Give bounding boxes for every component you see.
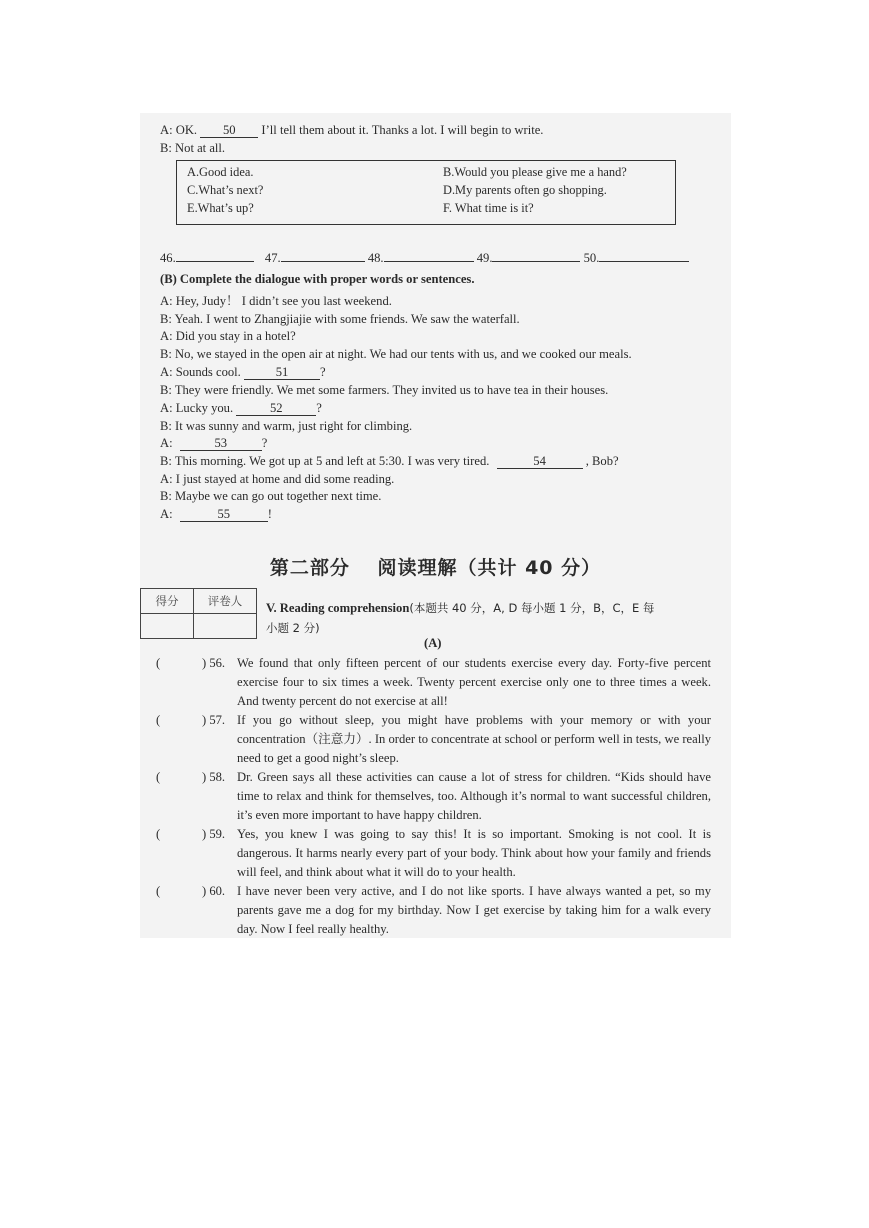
answer-label-50: 50. — [583, 251, 600, 265]
dialogue-line: B: Maybe we can go out together next time. — [160, 489, 382, 503]
blank-54: 54 — [497, 454, 583, 469]
options-box — [176, 160, 676, 225]
grader-cell — [194, 614, 257, 639]
answer-blank — [599, 249, 689, 262]
answer-blank — [281, 249, 365, 262]
option-a: A.Good idea. — [187, 165, 254, 179]
answer-blanks-row — [160, 249, 689, 267]
dialogue-line: B: No, we stayed in the open air at night. We had our tents with us, and we cooked our meals. — [160, 347, 632, 361]
score-label: 得分 — [141, 589, 194, 614]
score-cell — [141, 614, 194, 639]
grader-label: 评卷人 — [194, 589, 257, 614]
option-b: B.Would you please give me a hand? — [443, 165, 627, 179]
part-b-title: (B) Complete the dialogue with proper words or sentences. — [160, 272, 475, 286]
scanned-exam-page: A: OK. 50 I’ll tell them about it. Thanks a lot. I will begin to write. B: Not at all. A.Good idea. B.Would you please give me a hand? C.What’s next? D.My parents often go shopping. E.What’s up? F. What time is it? 46. 47. 48. 49. 50. (B) Complete the dialogue with proper words or sentences. A: Hey, Judy！ I didn’t see you last weekend. B: Yeah. I went to Zhangjiajie with some friends. We saw the waterfall. A: Did you stay in a hotel? B: No, we stayed in the open air at night. We had our tents with us, and we cooked our meals. A: Sounds cool. 51 ? B: They were friendly. We met some farmers. They invited us to have tea in their houses. A: Lucky you. 52 ? B: It was sunny and warm, just right for climbing. A: 53 ? B: This morning. We got up at 5 and left at 5:30. I was very tired. 54 , Bob? A: I just stayed at home and did some reading. B: Maybe we can go out together next time. A: 55 ! 第二部分 阅读理解（共计 40 分） 得分 评卷人 V. Reading comprehension(本题共 40 分，A, D 每小题 1 分，B，C，E 每 小题 2 分) (A) ( ) 56. We found that only fifteen percent of our students exercise every day. Forty-five percent exercise four to six times a week. Twenty percent exercise only one to three times a week. And twenty percent do not exercise at all! ( ) 57. If you go without sleep, you might have problems with your memory or with your concentration（注意力）. In order to concentrate at school or perform well in tests, we really need to get a good night’s sleep. ( ) 58. Dr. Green says all these activities can cause a lot of stress for children. “Kids should have time to relax and think for themselves, too. Although it’s normal to want successful children, it’s even more important to have happy children. ( ) 59. Yes, you knew I was going to say this! It is so important. Smoking is not cool. It is dangerous. It harms nearly every part of your body. Think about how your family and friends will feel, and think about what it will do to your health. ( ) 60. I have never been very active, and I do not like sports. I have always wanted a pet, so my parents gave me a dog for my birthday. Now I get exercise by taking him for a walk every day. Now I feel really healthy. — [140, 113, 731, 938]
answer-label-49: 49. — [476, 251, 493, 265]
blank-51: 51 — [244, 365, 320, 380]
section-v-title-line: V. Reading comprehension(本题共 40 分，A, D 每小题 1 分，B，C，E 每 — [266, 601, 655, 615]
dialogue-line: B: Yeah. I went to Zhangjiajie with some friends. We saw the waterfall. — [160, 312, 520, 326]
part-two-heading: 第二部分 阅读理解（共计 40 分） — [269, 557, 602, 579]
answer-blank — [492, 249, 580, 262]
answer-label-47: 47. — [264, 251, 281, 265]
answer-blank — [384, 249, 474, 262]
dialogue-line: A: I just stayed at home and did some reading. — [160, 472, 395, 486]
dialogue-line-52: A: Lucky you. 52 ? — [160, 401, 322, 415]
blank-50: 50 — [200, 123, 258, 138]
dialogue-line: B: They were friendly. We met some farmers. They invited us to have tea in their houses. — [160, 383, 609, 397]
dialogue-line-55: A: 55 ! — [160, 507, 272, 521]
sub-section-a: (A) — [424, 636, 442, 650]
answer-label-48: 48. — [367, 251, 384, 265]
dialogue-line-51: A: Sounds cool. 51 ? — [160, 365, 326, 379]
section-v-note: 小题 2 分) — [266, 621, 320, 635]
answer-label-46: 46. — [160, 251, 176, 265]
dialogue-line-b: B: Not at all. — [160, 141, 226, 155]
option-d: D.My parents often go shopping. — [443, 183, 607, 197]
blank-52: 52 — [236, 401, 316, 416]
option-e: E.What’s up? — [187, 201, 254, 215]
blank-53: 53 — [180, 436, 262, 451]
blank-55: 55 — [180, 507, 268, 522]
option-c: C.What’s next? — [187, 183, 264, 197]
dialogue-line-53: A: 53 ? — [160, 436, 268, 450]
option-f: F. What time is it? — [443, 201, 534, 215]
dialogue-line-a50: A: OK. 50 I’ll tell them about it. Thanks a lot. I will begin to write. — [160, 123, 544, 137]
dialogue-line: B: It was sunny and warm, just right for climbing. — [160, 419, 413, 433]
dialogue-line-54: B: This morning. We got up at 5 and left at 5:30. I was very tired. 54 , Bob? — [160, 454, 619, 468]
score-table — [140, 588, 257, 639]
dialogue-line: A: Did you stay in a hotel? — [160, 329, 296, 343]
dialogue-line: A: Hey, Judy！ I didn’t see you last weekend. — [160, 294, 392, 308]
answer-blank — [176, 249, 254, 262]
